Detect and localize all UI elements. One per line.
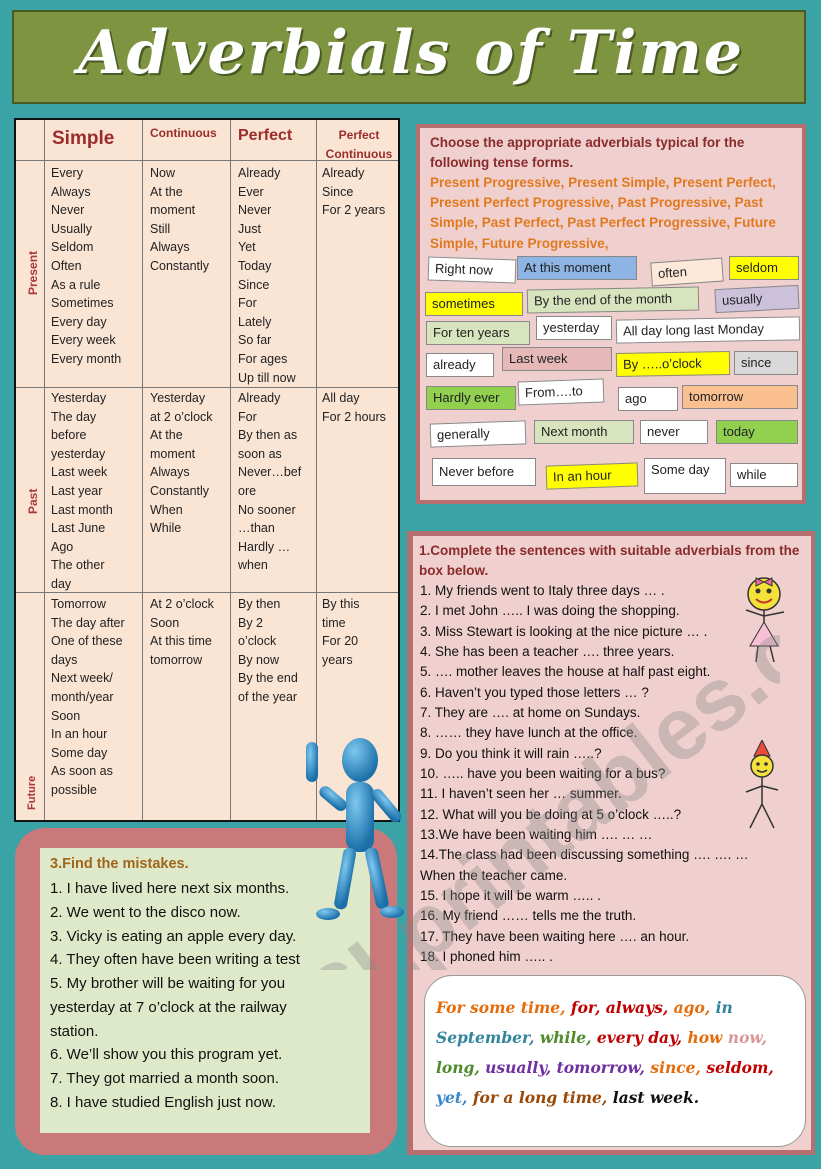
word-bank-item: while, [539, 1028, 592, 1047]
page-title: Adverbials of Time [77, 18, 745, 88]
present-continuous-cell: Now At the moment Still Always Constantly [150, 166, 210, 273]
sentence-item: 6. Haven’t you typed those letters … ? [420, 685, 649, 700]
word-bank-item: now, [727, 1028, 767, 1047]
sentence-item: 7. They are …. at home on Sundays. [420, 705, 641, 720]
girl-figure-icon [738, 568, 794, 664]
sentence-item: 5. …. mother leaves the house at half past eight. [420, 664, 711, 679]
word-bank [436, 993, 792, 1113]
sentence-item: 8. …… they have lunch at the office. [420, 725, 638, 740]
word-bank-item: in [715, 998, 733, 1017]
pointing-figure-icon [300, 730, 420, 940]
word-bank-item: how [687, 1028, 723, 1047]
present-perfect-continuous-cell: Already Since For 2 years [322, 166, 386, 218]
adverbial-chip: In an hour [546, 462, 639, 489]
row-label-present: Present [26, 250, 40, 295]
tense-forms-list: Present Progressive, Present Simple, Present Perfect, Present Perfect Progressive, Past Progressive, Past Simple, Past Perfect, Past Perfect Progressive, Future Simple, Future Progressive, [430, 175, 776, 251]
word-bank-item: since, [650, 1058, 701, 1077]
sentence-item: 15. I hope it will be warm ….. . [420, 888, 601, 903]
adverbial-chip: At this moment [517, 256, 637, 280]
future-perfect-continuous-cell: By this time For 20 years [322, 597, 360, 667]
adverbial-chip: Right now [428, 256, 517, 283]
adverbial-chip: seldom [729, 256, 799, 280]
word-bank-item: for a long time, [472, 1088, 608, 1107]
boy-figure-icon [742, 740, 782, 832]
sentence-item: 1. My friends went to Italy three days … . [420, 583, 665, 598]
adverbial-chip: yesterday [536, 316, 612, 340]
word-bank-item: usually, [485, 1058, 552, 1077]
word-bank-item: tomorrow, [556, 1058, 645, 1077]
sentence-item: 17. They have been waiting here …. an hour. [420, 929, 690, 944]
past-perfect-cell: Already For By then as soon as Never…bef ore No sooner …than Hardly … when [238, 391, 302, 573]
adverbial-chip: generally [430, 420, 527, 447]
mistake-item: 5. My brother will be waiting for you yesterday at 7 o’clock at the railway station. [50, 975, 287, 1040]
adverbial-chip: From….to [518, 379, 605, 406]
word-bank-item: for, [570, 998, 601, 1017]
past-simple-cell: Yesterday The day before yesterday Last week Last year Last month Last June Ago The other day [51, 391, 113, 591]
header-perfect-continuous: Perfect Continuous [325, 128, 393, 161]
mistake-item: 7. They got married a month soon. [50, 1070, 280, 1087]
sentence-item: 16. My friend …… tells me the truth. [420, 908, 637, 923]
future-simple-cell: Tomorrow The day after One of these days Next week/ month/year Soon In an hour Some day As soon as possible [51, 597, 125, 797]
title-banner [12, 10, 806, 104]
adverbial-chip: never [640, 420, 708, 444]
adverbial-chip: By the end of the month [527, 287, 699, 314]
adverbial-chip: while [730, 463, 798, 487]
word-bank-item: For some time, [436, 998, 566, 1017]
sentence-item: 4. She has been a teacher …. three years. [420, 644, 675, 659]
word-bank-item: always, [605, 998, 669, 1017]
row-label-future: Future [26, 775, 38, 810]
sentence-item: 12. What will you be doing at 5 o’clock …..? [420, 807, 682, 822]
present-simple-cell: Every Always Never Usually Seldom Often As a rule Sometimes Every day Every week Every month [51, 166, 122, 366]
adverbial-chip: usually [714, 285, 799, 313]
sentence-item: 10. ….. have you been waiting for a bus? [420, 766, 666, 781]
sentence-item: When the teacher came. [420, 868, 568, 883]
adverbial-chip: Hardly ever [426, 386, 516, 410]
adverbial-chip: Never before [432, 458, 536, 486]
adverbial-chip: already [426, 353, 494, 377]
past-continuous-cell: Yesterday at 2 o’clock At the moment Always Constantly When While [150, 391, 213, 536]
future-continuous-cell: At 2 o’clock Soon At this time tomorrow [150, 597, 214, 667]
word-bank-item: last [612, 1088, 645, 1107]
word-bank-item: seldom, [706, 1058, 774, 1077]
mistake-item: 3. Vicky is eating an apple every day. [50, 928, 297, 945]
sentence-item: 11. I haven’t seen her … summer. [420, 786, 622, 801]
adverbial-chip: Some day [644, 458, 726, 494]
adverbial-chip: since [734, 351, 798, 375]
mistake-item: 4. They often have been writing a test [50, 951, 300, 968]
adverbial-chip: sometimes [425, 292, 523, 316]
mistake-item: 6. We’ll show you this program yet. [50, 1046, 283, 1063]
complete-instructions: 1.Complete the sentences with suitable adverbials from the box below. [419, 543, 800, 578]
mistake-item: 2. We went to the disco now. [50, 904, 241, 921]
sentence-item: 3. Miss Stewart is looking at the nice picture … . [420, 624, 708, 639]
present-perfect-cell: Already Ever Never Just Yet Today Since For Lately So far For ages Up till now [238, 166, 296, 385]
adverbial-chip: tomorrow [682, 385, 798, 409]
sentence-item: 13.We have been waiting him …. … … [420, 827, 653, 842]
choose-instructions: Choose the appropriate adverbials typical for the following tense forms. [430, 135, 745, 170]
sentence-item: 9. Do you think it will rain …..? [420, 746, 602, 761]
mistake-item: 1. I have lived here next six months. [50, 880, 290, 897]
adverbial-chip: Next month [534, 420, 634, 444]
mistakes-title: 3.Find the mistakes. [50, 856, 189, 872]
word-bank-item: every day, [596, 1028, 683, 1047]
sentence-item: 18. I phoned him ….. . [420, 949, 553, 964]
header-continuous: Continuous [150, 126, 217, 140]
adverbial-chip: ago [618, 387, 678, 411]
word-bank-item: yet, [436, 1088, 468, 1107]
word-bank-item: September, [436, 1028, 535, 1047]
mistake-item: 8. I have studied English just now. [50, 1094, 276, 1111]
past-perfect-continuous-cell: All day For 2 hours [322, 391, 386, 424]
sentence-item: 14.The class had been discussing something …. …. … [420, 847, 749, 862]
adverbial-chip: All day long last Monday [616, 316, 800, 343]
future-perfect-cell: By then By 2 o’clock By now By the end of the year [238, 597, 298, 704]
word-bank-item: ago, [673, 998, 711, 1017]
header-simple: Simple [52, 128, 115, 149]
word-bank-item: long, [436, 1058, 480, 1077]
header-perfect: Perfect [238, 127, 293, 144]
tense-table [14, 118, 400, 822]
sentence-item: 2. I met John ….. I was doing the shopping. [420, 603, 680, 618]
adverbial-chip: often [650, 258, 723, 287]
adverbial-chip: For ten years [426, 321, 530, 345]
adverbial-chip: Last week [502, 347, 612, 371]
word-bank-item: week. [649, 1088, 700, 1107]
adverbial-chip: By …..o’clock [616, 351, 730, 377]
row-label-past: Past [26, 488, 40, 514]
adverbial-chip: today [716, 420, 798, 444]
